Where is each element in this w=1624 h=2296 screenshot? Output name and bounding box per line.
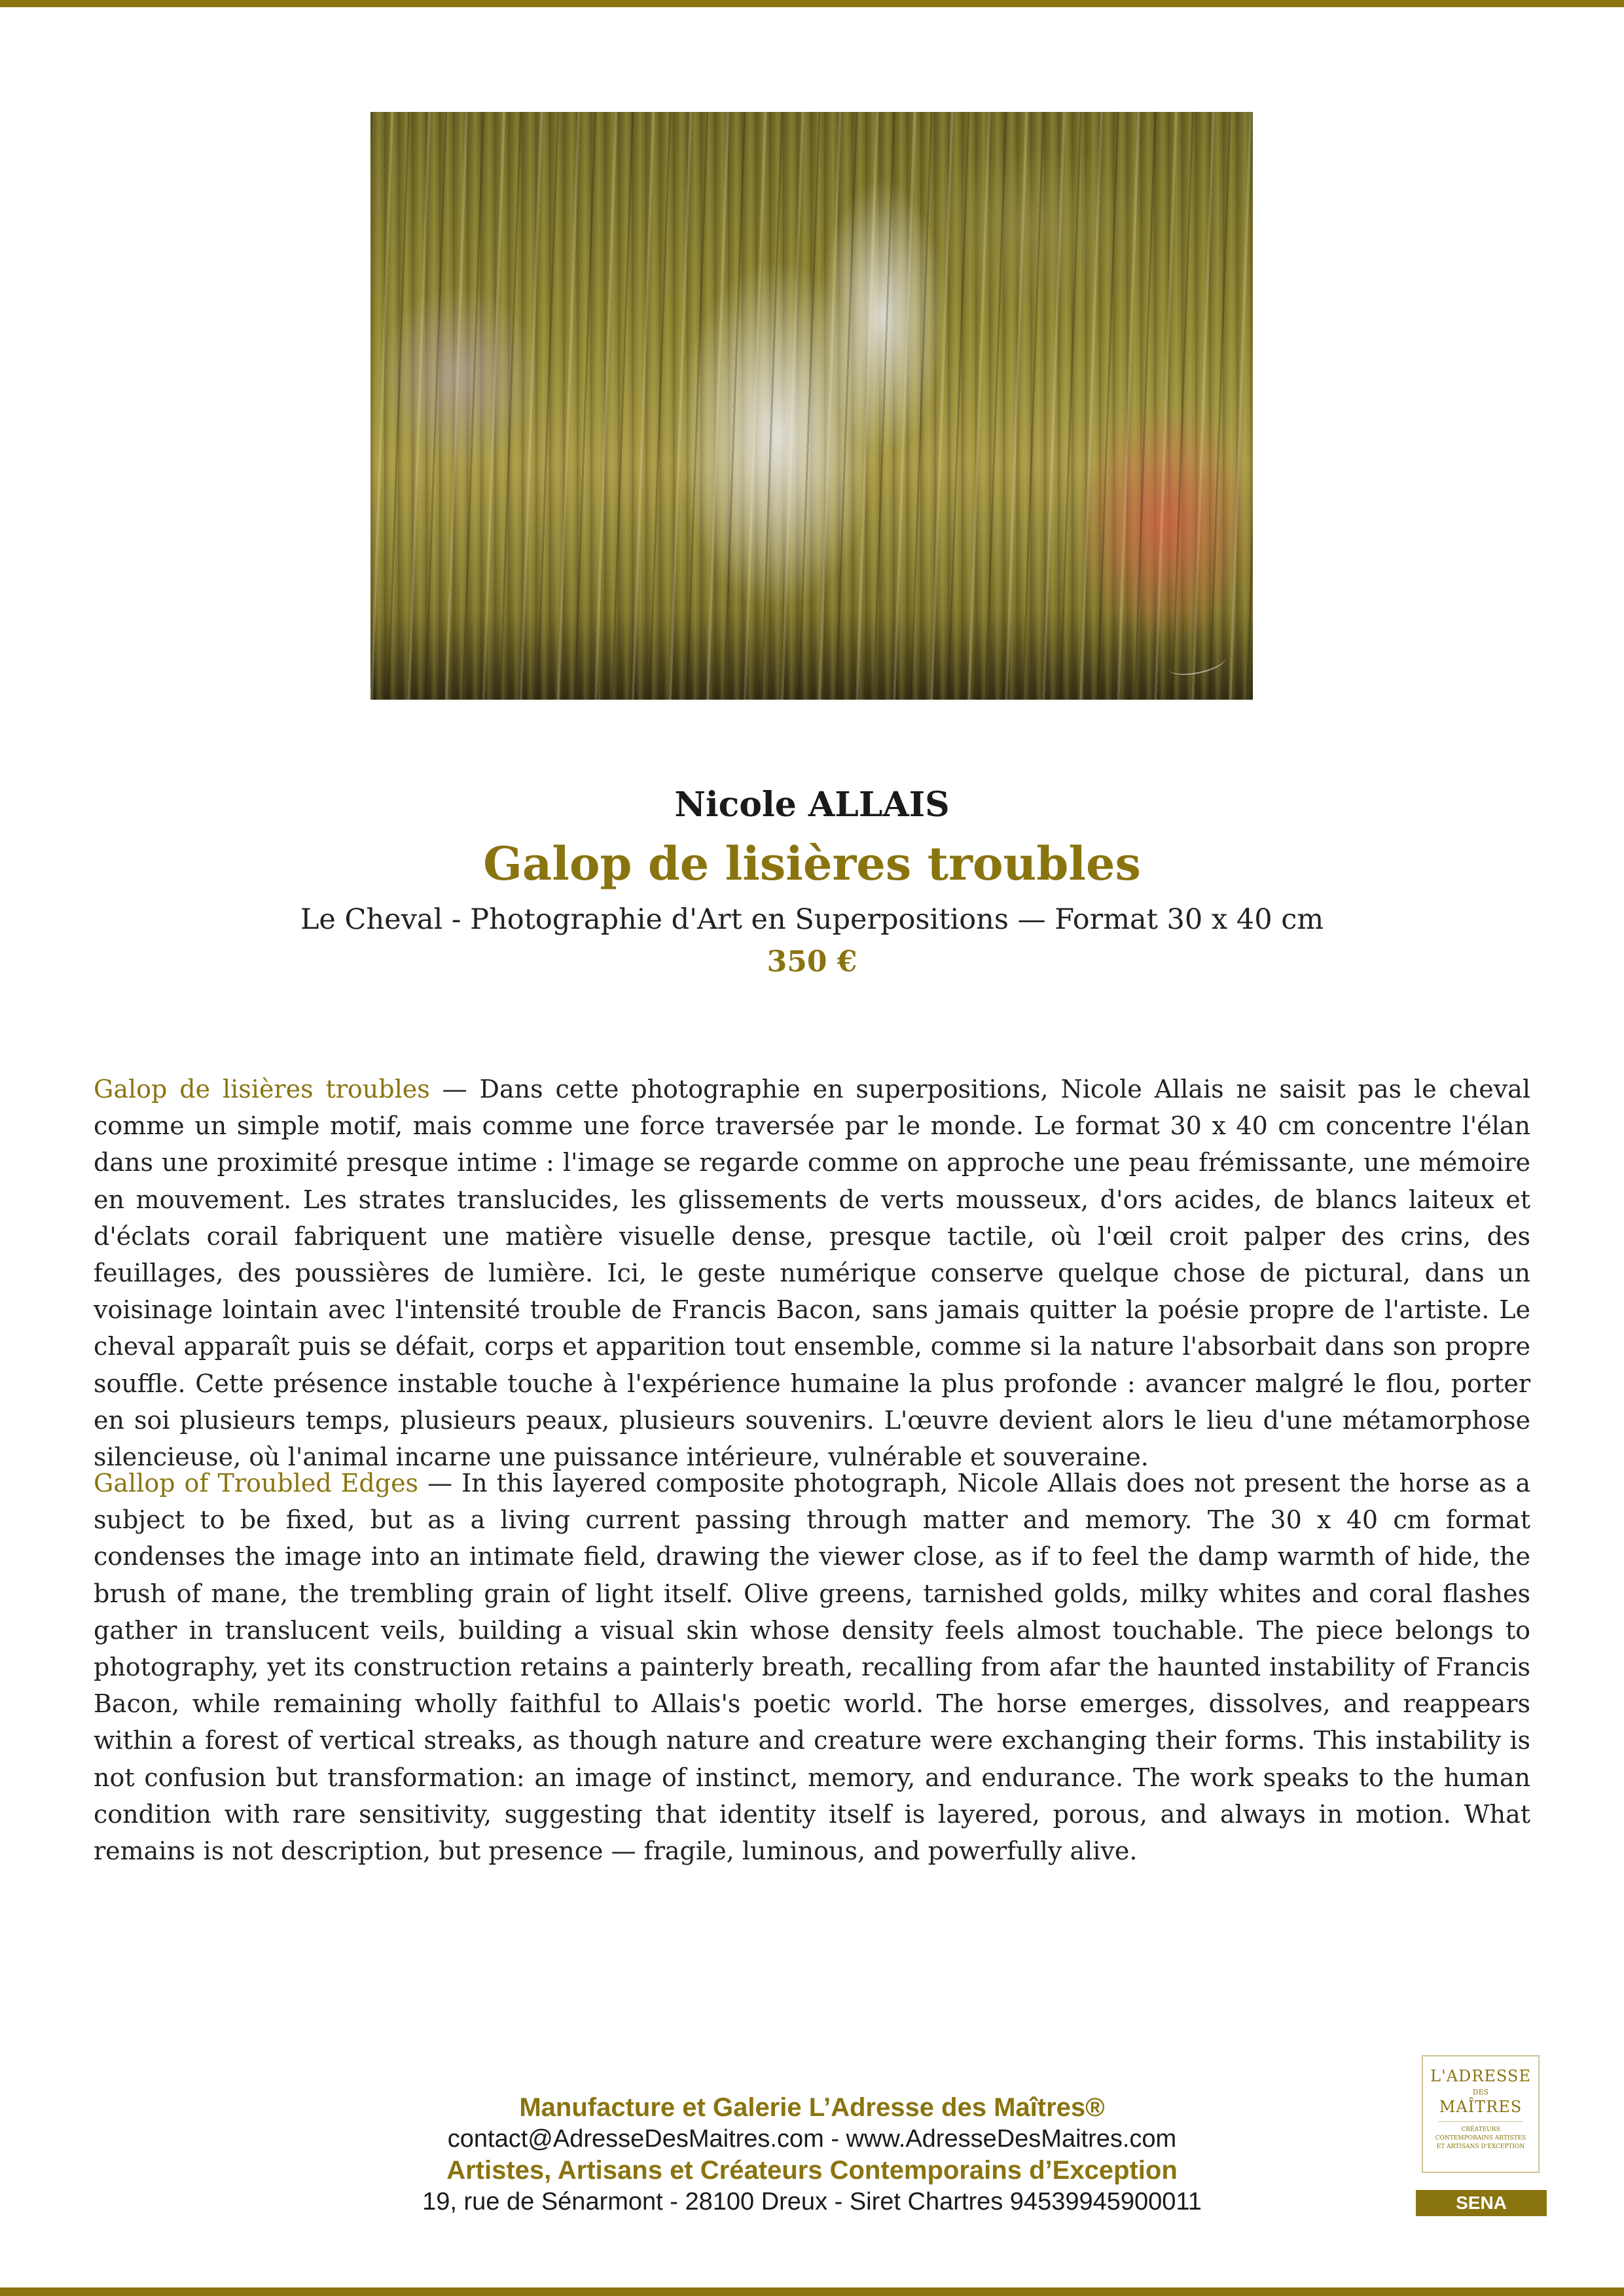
artwork-subtitle: Le Cheval - Photographie d'Art en Superpositions — Format 30 x 40 cm — [300, 903, 1324, 936]
bottom-border — [0, 2287, 1624, 2296]
gallery-logo — [1422, 2055, 1540, 2173]
logo-line-4: CRÉATEURS CONTEMPORAINS ARTISTES ET ARTISANS D'EXCEPTION — [1435, 2126, 1526, 2150]
footer-company: Manufacture et Galerie L’Adresse des Maîtres® — [519, 2093, 1105, 2122]
description-english — [94, 1465, 1530, 1869]
artist-name: Nicole ALLAIS — [674, 785, 950, 825]
top-border — [0, 0, 1624, 7]
artwork-image — [370, 112, 1253, 700]
logo-line-1: L'ADRESSE — [1430, 2067, 1531, 2085]
description-french-text: — Dans cette photographie en superpositions, Nicole Allais ne saisit pas le cheval comme un simple motif, mais comme une force traversée par le monde. Le format 30 x 40 cm concentre l'élan dans une proximité presque intime : l'image se regarde comme on approche une peau frémissante, une mémoire en mouvement. Les strates translucides, les glissements de verts mousseux, d'ors acides, de blancs laiteux et d'éclats corail fabriquent une matière visuelle dense, presque tactile, où l'œil croit palper des crins, des feuillages, des poussières de lumière. Ici, le geste numérique conserve quelque chose de pictural, dans un voisinage lointain avec l'intensité trouble de Francis Bacon, sans jamais quitter la poésie propre de l'artiste. Le cheval apparaît puis se défait, corps et apparition tout ensemble, comme si la nature l'absorbait dans son propre souffle. Cette présence instable touche à l'expérience humaine la plus profonde : avancer malgré le flou, porter en soi plusieurs temps, plusieurs peaux, plusieurs souvenirs. L'œuvre devient alors le lieu d'une métamorphose silencieuse, où l'animal incarne une puissance intérieure, vulnérable et souveraine. — [94, 1075, 1530, 1472]
sena-badge: SENA — [1416, 2190, 1547, 2216]
artwork-streaks — [370, 112, 1253, 700]
footer — [0, 2092, 1624, 2217]
footer-tagline: Artistes, Artisans et Créateurs Contemporains d’Exception — [446, 2156, 1178, 2185]
description-french — [94, 1071, 1530, 1475]
description-english-lead: Gallop of Troubled Edges — [94, 1469, 419, 1498]
description-english-text: — In this layered composite photograph, Nicole Allais does not present the horse as a subject to be fixed, but as a living current passing through matter and memory. The 30 x 40 cm format condenses the image into an intimate field, drawing the viewer close, as if to feel the damp warmth of hide, the brush of mane, the trembling grain of light itself. Olive greens, tarnished golds, milky whites and coral flashes gather in translucent veils, building a visual skin whose density feels almost touchable. The piece belongs to photography, yet its construction retains a painterly breath, recalling from afar the haunted instability of Francis Bacon, while remaining wholly faithful to Allais's poetic world. The horse emerges, dissolves, and reappears within a forest of vertical streaks, as though nature and creature were exchanging their forms. This instability is not confusion but transformation: an image of instinct, memory, and endurance. The work speaks to the human condition with rare sensitivity, suggesting that identity itself is layered, porous, and always in motion. What remains is not description, but presence — fragile, luminous, and powerfully alive. — [94, 1469, 1531, 1866]
artwork-title: Galop de lisières troubles — [483, 836, 1141, 891]
footer-contact: contact@AdresseDesMaitres.com - www.AdresseDesMaitres.com — [447, 2125, 1177, 2153]
logo-divider — [1438, 2121, 1523, 2122]
footer-address: 19, rue de Sénarmont - 28100 Dreux - Siret Chartres 94539945900011 — [422, 2188, 1202, 2215]
logo-line-3: MAÎTRES — [1439, 2098, 1523, 2116]
logo-line-2: DES — [1472, 2088, 1489, 2096]
artwork-price: 350 € — [767, 945, 857, 978]
artwork-header — [0, 779, 1624, 982]
description-french-lead: Galop de lisières troubles — [94, 1075, 430, 1103]
